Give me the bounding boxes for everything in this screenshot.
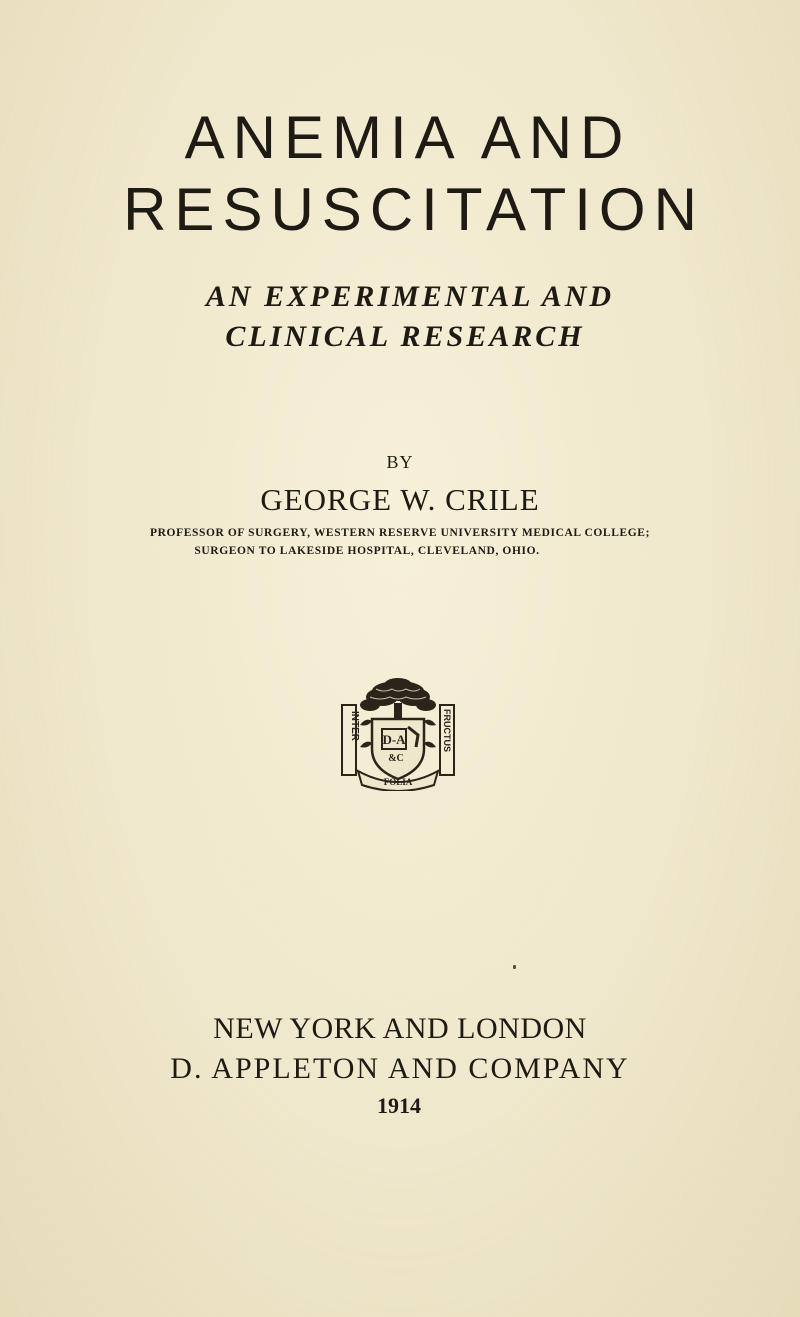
svg-text:INTER: INTER <box>349 711 360 741</box>
emblem-monogram: D-A <box>382 732 406 747</box>
author-credentials-line-2: SURGEON TO LAKESIDE HOSPITAL, CLEVELAND, OHIO. <box>194 545 540 557</box>
publisher-emblem <box>330 675 466 791</box>
author-credentials-line-1: PROFESSOR OF SURGERY, WESTERN RESERVE UNIVERSITY MEDICAL COLLEGE; <box>150 527 650 539</box>
author-name: GEORGE W. CRILE <box>260 482 540 517</box>
subtitle-line-1: AN EXPERIMENTAL AND <box>205 280 615 313</box>
publication-place: NEW YORK AND LONDON <box>213 1012 587 1045</box>
emblem-left-motto <box>349 711 360 742</box>
title-line-2: RESUSCITATION <box>123 176 705 243</box>
by-label: BY <box>386 452 414 472</box>
paper-speck <box>513 965 516 969</box>
emblem-monogram-sub: &C <box>388 753 404 764</box>
emblem-right-motto <box>442 709 452 752</box>
svg-text:FRUCTUS: FRUCTUS <box>442 709 452 752</box>
emblem-bottom-motto: FOLIA <box>383 777 413 787</box>
publisher-name: D. APPLETON AND COMPANY <box>170 1052 630 1085</box>
publication-year: 1914 <box>377 1093 421 1118</box>
subtitle-line-2: CLINICAL RESEARCH <box>225 320 585 353</box>
title-line-1: ANEMIA AND <box>184 104 632 171</box>
